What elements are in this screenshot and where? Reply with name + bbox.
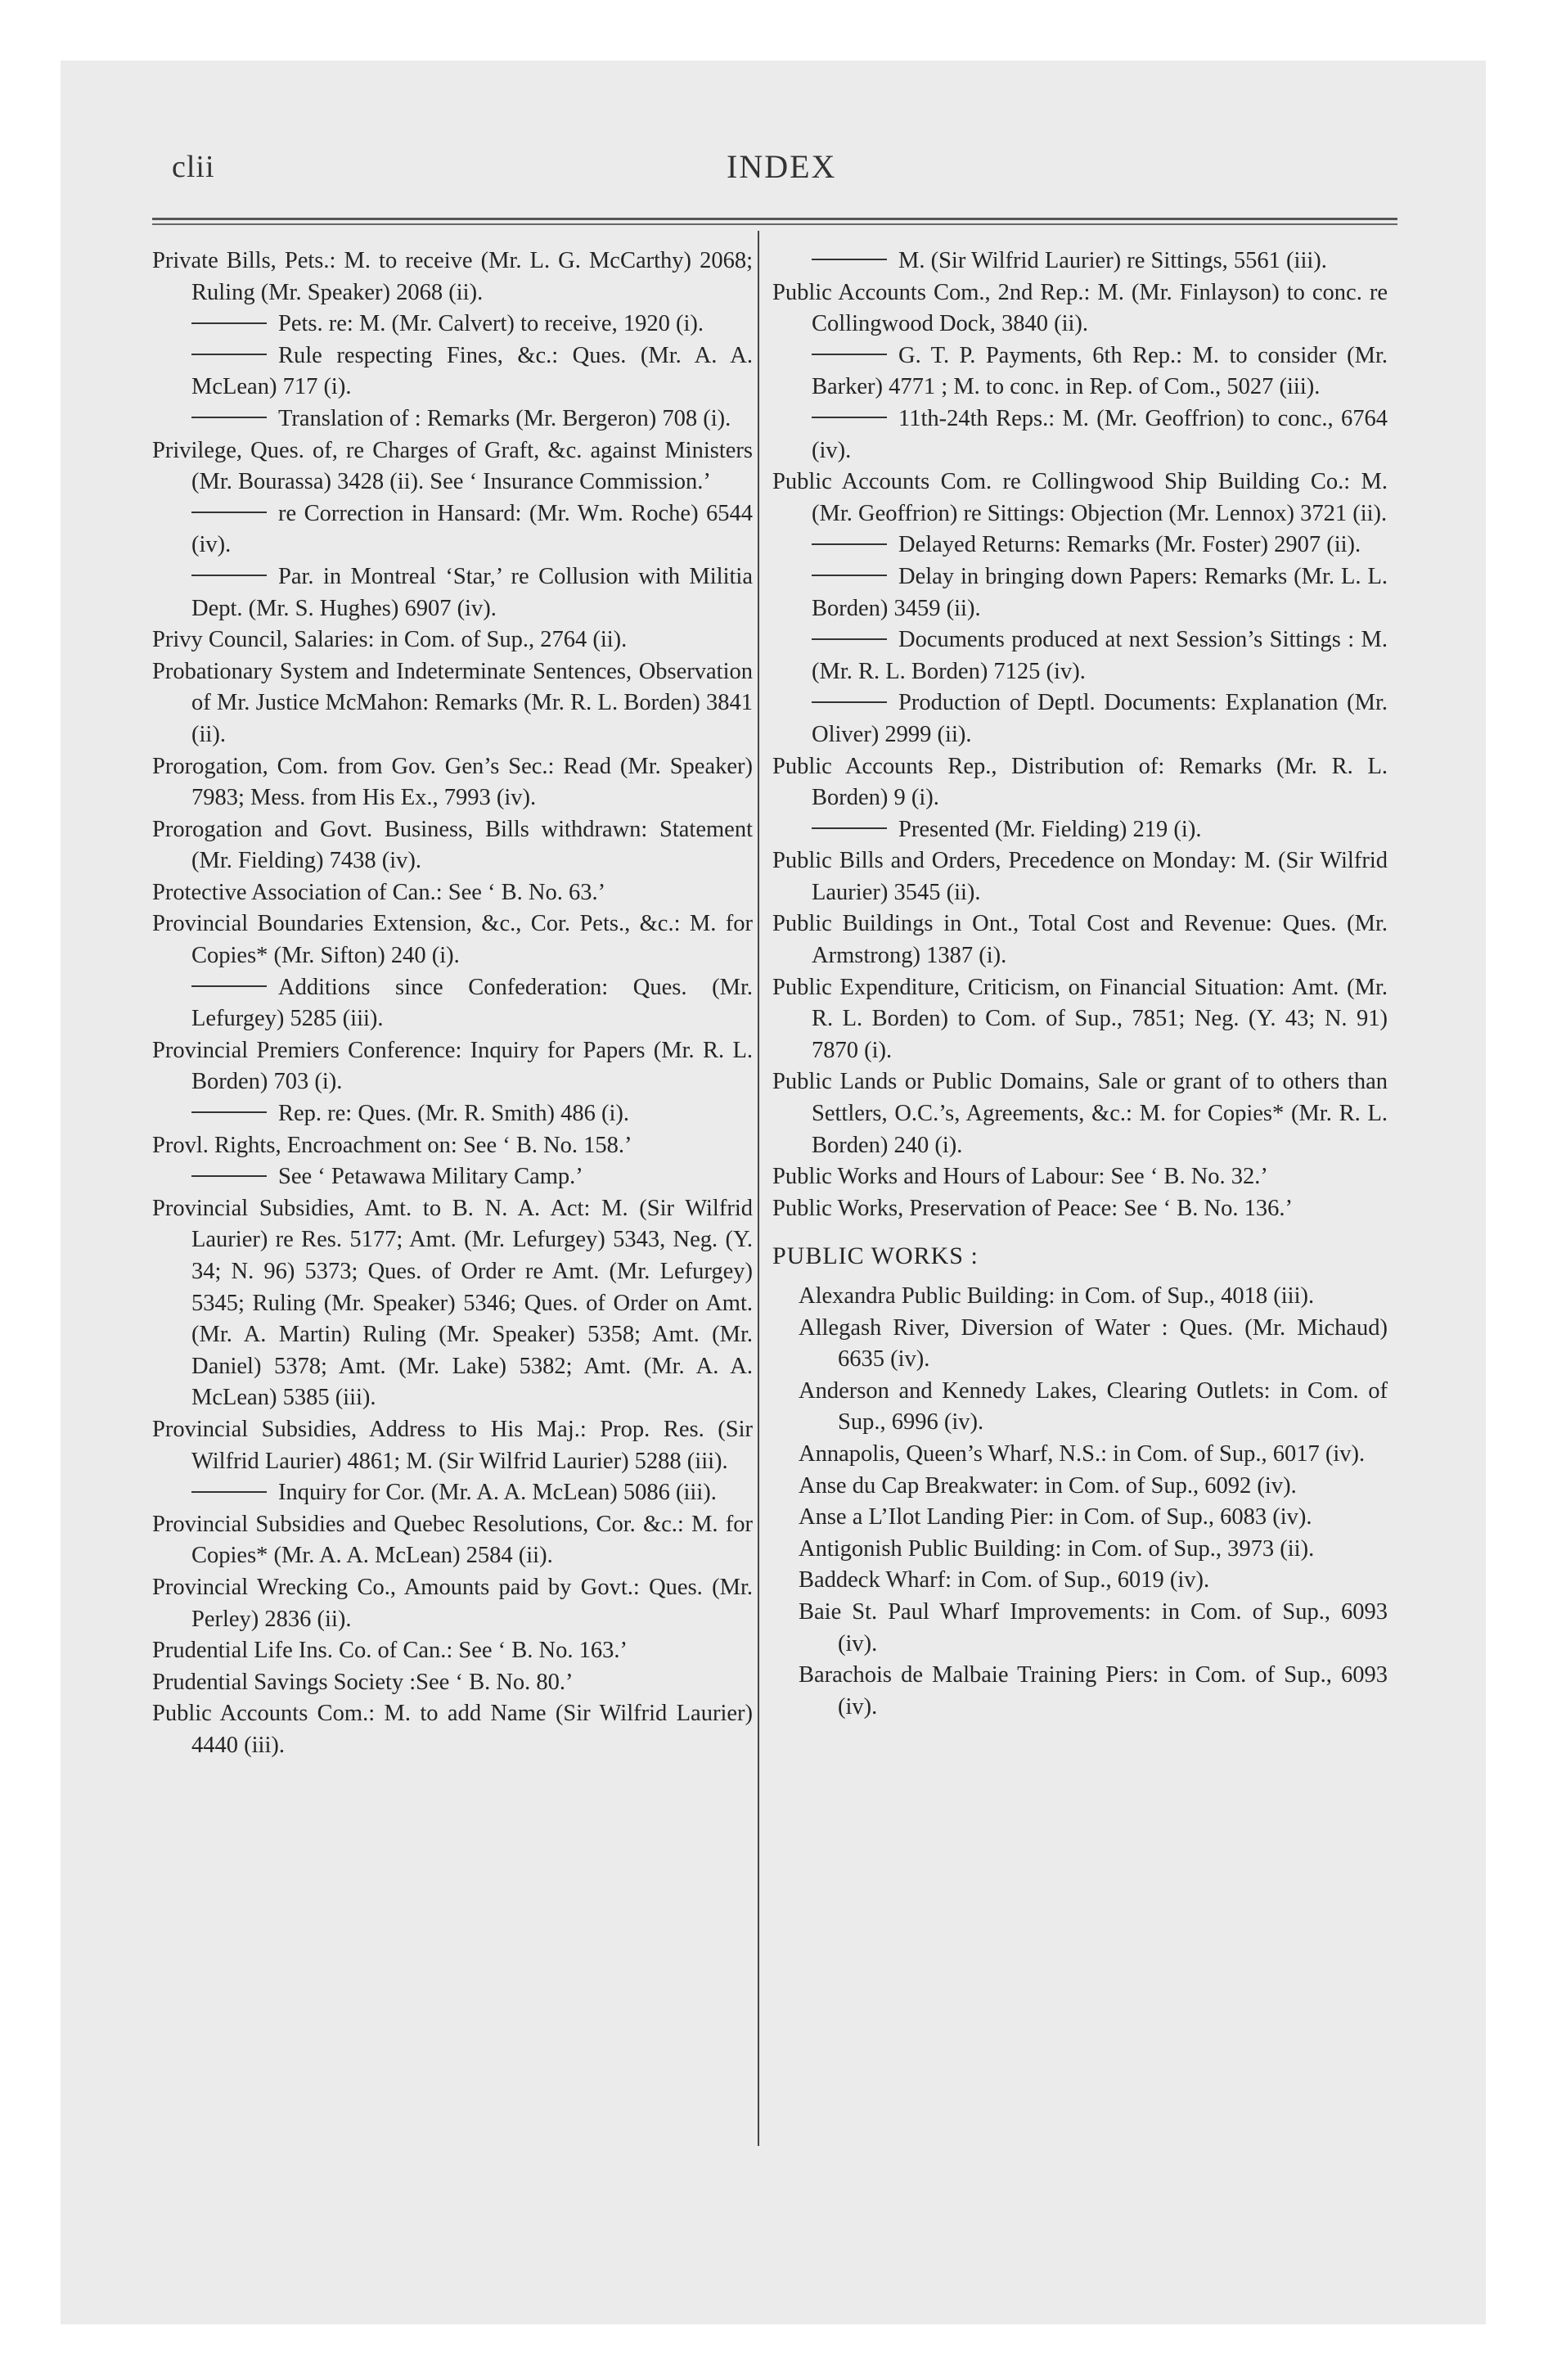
index-subentry-text: Inquiry for Cor. (Mr. A. A. McLean) 5086 (iii). (278, 1480, 717, 1506)
index-subentry (152, 340, 753, 403)
index-subentry-text: Presented (Mr. Fielding) 219 (i). (898, 816, 1202, 842)
index-subentry (152, 972, 753, 1035)
index-entry-text: Prorogation and Govt. Business, Bills withdrawn: Statement (Mr. Fielding) 7438 (iv). (152, 816, 753, 874)
index-entry (152, 1193, 753, 1414)
index-entry-text: Prudential Life Ins. Co. of Can.: See ‘ B. No. 163.’ (152, 1638, 628, 1664)
public-works-entry (772, 1376, 1388, 1439)
index-entry-text: Public Accounts Rep., Distribution of: Remarks (Mr. R. L. Borden) 9 (i). (772, 753, 1388, 811)
index-subentry-text: Pets. re: M. (Mr. Calvert) to receive, 1920 (i). (278, 311, 704, 337)
index-entry-text: Public Lands or Public Domains, Sale or grant of to others than Settlers, O.C.’s, Agreements, &c.: M. for Copies* (Mr. R. L. Borden) 240 (i). (772, 1069, 1388, 1158)
index-subentry-text: Delay in bringing down Papers: Remarks (Mr. L. L. Borden) 3459 (ii). (812, 563, 1388, 621)
section-heading (772, 1241, 1388, 1273)
ditto-dash (812, 701, 887, 703)
public-works-entry-text: Anderson and Kennedy Lakes, Clearing Outlets: in Com. of Sup., 6996 (iv). (799, 1377, 1388, 1436)
public-works-entry (772, 1660, 1388, 1723)
page-title: INDEX (727, 148, 837, 185)
column-divider (758, 231, 759, 2146)
index-subentry-text: Translation of : Remarks (Mr. Bergeron) 708 (i). (278, 405, 731, 431)
index-entry-text: Provl. Rights, Encroachment on: See ‘ B. No. 158.’ (152, 1132, 632, 1158)
index-subentry-text: Production of Deptl. Documents: Explanation (Mr. Oliver) 2999 (ii). (812, 690, 1388, 747)
index-entry-text: Private Bills, Pets.: M. to receive (Mr. L. G. McCarthy) 2068; Ruling (Mr. Speaker) 2068 (ii). (152, 248, 753, 305)
index-subentry (772, 246, 1388, 277)
ditto-dash (191, 1491, 267, 1493)
index-entry (772, 467, 1388, 530)
public-works-entry (772, 1313, 1388, 1376)
public-works-entry (772, 1565, 1388, 1597)
index-entry-text: Protective Association of Can.: See ‘ B. No. 63.’ (152, 879, 606, 905)
public-works-entry-text: Barachois de Malbaie Training Piers: in Com. of Sup., 6093 (iv). (799, 1662, 1388, 1720)
index-subentry (152, 1098, 753, 1130)
index-subentry (152, 1477, 753, 1509)
index-entry (152, 814, 753, 877)
index-entry (772, 751, 1388, 814)
index-subentry-text: M. (Sir Wilfrid Laurier) re Sittings, 5561 (iii). (898, 248, 1327, 273)
index-entry (772, 1193, 1388, 1225)
index-entry-text: Provincial Subsidies and Quebec Resolutions, Cor. &c.: M. for Copies* (Mr. A. A. McLean) 2584 (ii). (152, 1511, 753, 1569)
public-works-entry-text: Anse du Cap Breakwater: in Com. of Sup., 6092 (iv). (799, 1472, 1297, 1499)
index-entry (152, 908, 753, 971)
index-entry (152, 1635, 753, 1667)
index-subentry-text: Rep. re: Ques. (Mr. R. Smith) 486 (i). (278, 1101, 630, 1127)
index-column-right (772, 246, 1388, 1723)
index-subentry (772, 814, 1388, 846)
index-subentry-text: See ‘ Petawawa Military Camp.’ (278, 1164, 583, 1190)
index-entry (152, 877, 753, 909)
index-entry-text: Privy Council, Salaries: in Com. of Sup., 2764 (ii). (152, 627, 628, 653)
ditto-dash (191, 322, 267, 324)
section-heading-text: PUBLIC WORKS : (772, 1242, 979, 1270)
index-entry-text: Public Accounts Com.: M. to add Name (Sir Wilfrid Laurier) 4440 (iii). (152, 1701, 753, 1758)
index-entry (152, 246, 753, 309)
index-entry-text: Provincial Boundaries Extension, &c., Cor. Pets., &c.: M. for Copies* (Mr. Sifton) 240 (i). (152, 911, 753, 969)
index-entry-text: Probationary System and Indeterminate Sentences, Observation of Mr. Justice McMahon: Remarks (Mr. R. L. Borden) 3841 (ii). (152, 658, 753, 747)
index-entry-text: Public Bills and Orders, Precedence on Monday: M. (Sir Wilfrid Laurier) 3545 (ii). (772, 848, 1388, 905)
index-entry (152, 624, 753, 656)
ditto-dash (191, 417, 267, 418)
ditto-dash (191, 1111, 267, 1113)
index-subentry (152, 309, 753, 340)
index-subentry (772, 403, 1388, 467)
index-entry (152, 656, 753, 751)
index-entry-text: Provincial Wrecking Co., Amounts paid by Govt.: Ques. (Mr. Perley) 2836 (ii). (152, 1574, 753, 1632)
header-rule-secondary (152, 223, 1397, 225)
index-entry (152, 1509, 753, 1572)
ditto-dash (812, 543, 887, 545)
public-works-entry-text: Anse a L’Ilot Landing Pier: in Com. of Sup., 6083 (iv). (799, 1504, 1312, 1530)
index-subentry-text: re Correction in Hansard: (Mr. Wm. Roche) 6544 (iv). (191, 500, 753, 558)
index-entry (772, 1161, 1388, 1193)
index-subentry (152, 561, 753, 624)
index-subentry-text: Par. in Montreal ‘Star,’ re Collusion with Militia Dept. (Mr. S. Hughes) 6907 (iv). (191, 563, 753, 621)
index-entry-text: Provincial Subsidies, Amt. to B. N. A. Act: M. (Sir Wilfrid Laurier) re Res. 5177; Amt. (Mr. Lefurgey) 5343, Neg. (Y. 34; N. 96) 5373; Ques. of Order re Amt. (Mr. Lefurgey) 5345; Ruling (Mr. Speaker) 5346; Ques. of Order on Amt. (Mr. A. Martin) Ruling (Mr. Speaker) 5358; Amt. (Mr. Daniel) 5378; Amt. (Mr. Lake) 5382; Amt. (Mr. A. A. McLean) 5385 (iii). (152, 1195, 753, 1411)
index-subentry (772, 530, 1388, 561)
index-entry (152, 1572, 753, 1635)
index-subentry-text: Rule respecting Fines, &c.: Ques. (Mr. A. A. McLean) 717 (i). (191, 342, 753, 400)
public-works-entry (772, 1534, 1388, 1566)
ditto-dash (191, 985, 267, 987)
index-subentry-text: 11th-24th Reps.: M. (Mr. Geoffrion) to conc., 6764 (iv). (812, 405, 1388, 463)
index-entry (152, 1130, 753, 1162)
ditto-dash (812, 354, 887, 355)
index-subentry (152, 1161, 753, 1193)
ditto-dash (812, 827, 887, 829)
ditto-dash (812, 417, 887, 418)
index-entry (152, 1414, 753, 1477)
index-entry-text: Public Works and Hours of Labour: See ‘ B. No. 32.’ (772, 1164, 1268, 1190)
index-subentry (152, 403, 753, 435)
index-entry-text: Public Works, Preservation of Peace: See ‘ B. No. 136.’ (772, 1195, 1293, 1221)
public-works-entry (772, 1281, 1388, 1313)
index-entry-text: Provincial Premiers Conference: Inquiry for Papers (Mr. R. L. Borden) 703 (i). (152, 1037, 753, 1095)
index-entry-text: Public Accounts Com., 2nd Rep.: M. (Mr. Finlayson) to conc. re Collingwood Dock, 3840 (ii). (772, 279, 1388, 337)
index-entry-text: Prudential Savings Society :See ‘ B. No. 80.’ (152, 1669, 574, 1695)
public-works-entry (772, 1471, 1388, 1503)
index-entry-text: Privilege, Ques. of, re Charges of Graft, &c. against Ministers (Mr. Bourassa) 3428 (ii). See ‘ Insurance Commission.’ (152, 437, 753, 495)
index-subentry-text: Documents produced at next Session’s Sittings : M. (Mr. R. L. Borden) 7125 (iv). (812, 627, 1388, 684)
index-subentry (772, 624, 1388, 687)
public-works-entry-text: Allegash River, Diversion of Water : Ques. (Mr. Michaud) 6635 (iv). (799, 1314, 1388, 1373)
index-entry (772, 277, 1388, 340)
index-entry (152, 1667, 753, 1699)
ditto-dash (191, 1175, 267, 1177)
ditto-dash (812, 638, 887, 640)
index-entry-text: Public Accounts Com. re Collingwood Ship Building Co.: M. (Mr. Geoffrion) re Sittings: Objection (Mr. Lennox) 3721 (ii). (772, 469, 1388, 526)
ditto-dash (812, 259, 887, 260)
index-entry (772, 972, 1388, 1067)
ditto-dash (191, 575, 267, 576)
index-subentry-text: Delayed Returns: Remarks (Mr. Foster) 2907 (ii). (898, 532, 1361, 558)
index-entry (152, 1035, 753, 1098)
index-entry-text: Provincial Subsidies, Address to His Maj.: Prop. Res. (Sir Wilfrid Laurier) 4861; M. (Sir Wilfrid Laurier) 5288 (iii). (152, 1416, 753, 1474)
ditto-dash (812, 575, 887, 576)
public-works-entry-text: Baddeck Wharf: in Com. of Sup., 6019 (iv). (799, 1567, 1210, 1593)
public-works-entry-text: Baie St. Paul Wharf Improvements: in Com. of Sup., 6093 (iv). (799, 1598, 1388, 1657)
public-works-entry-text: Alexandra Public Building: in Com. of Sup., 4018 (iii). (799, 1283, 1315, 1309)
index-entry (772, 845, 1388, 908)
public-works-entry-text: Antigonish Public Building: in Com. of Sup., 3973 (ii). (799, 1535, 1315, 1562)
index-subentry-text: Additions since Confederation: Ques. (Mr. Lefurgey) 5285 (iii). (191, 974, 753, 1032)
index-entry-text: Public Buildings in Ont., Total Cost and Revenue: Ques. (Mr. Armstrong) 1387 (i). (772, 911, 1388, 969)
index-subentry (772, 561, 1388, 624)
ditto-dash (191, 512, 267, 513)
index-subentry (772, 340, 1388, 403)
index-entry (772, 1066, 1388, 1161)
public-works-entry (772, 1502, 1388, 1534)
index-subentry-text: G. T. P. Payments, 6th Rep.: M. to consider (Mr. Barker) 4771 ; M. to conc. in Rep. of Com., 5027 (iii). (812, 342, 1388, 400)
index-entry (152, 1698, 753, 1761)
index-subentry (772, 687, 1388, 751)
index-column-left (152, 246, 753, 1762)
ditto-dash (191, 354, 267, 355)
index-entry (772, 908, 1388, 971)
index-entry-text: Prorogation, Com. from Gov. Gen’s Sec.: Read (Mr. Speaker) 7983; Mess. from His Ex., 7993 (iv). (152, 753, 753, 811)
header-rule (152, 218, 1397, 220)
public-works-entry (772, 1597, 1388, 1660)
index-subentry (152, 498, 753, 561)
public-works-entry (772, 1439, 1388, 1471)
public-works-entry-text: Annapolis, Queen’s Wharf, N.S.: in Com. of Sup., 6017 (iv). (799, 1440, 1366, 1467)
index-entry (152, 435, 753, 498)
index-entry (152, 751, 753, 814)
page-number: clii (172, 150, 215, 184)
index-entry-text: Public Expenditure, Criticism, on Financial Situation: Amt. (Mr. R. L. Borden) to Com. of Sup., 7851; Neg. (Y. 43; N. 91) 7870 (i). (772, 974, 1388, 1063)
